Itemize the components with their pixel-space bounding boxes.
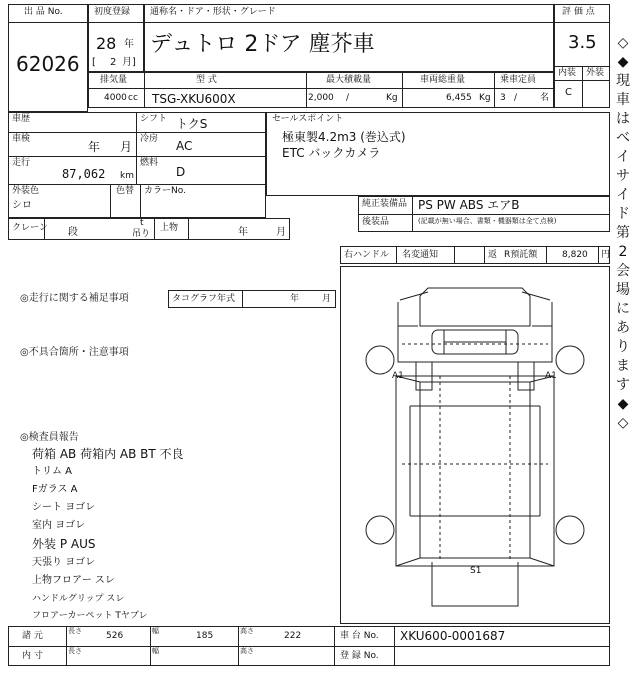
- fuel-label: 燃料: [140, 158, 159, 168]
- tachograph-label: タコグラフ年式: [172, 294, 236, 304]
- total-weight-unit: Kg: [479, 93, 491, 103]
- mileage-unit: km: [120, 171, 134, 181]
- tachograph-month-unit: 月: [322, 294, 332, 304]
- sales-point-line-2: ETC バックカメラ: [282, 146, 381, 160]
- drive-side: 右ハンドル: [344, 250, 390, 260]
- shift-value: トクS: [176, 117, 208, 131]
- height-label: 高さ: [240, 627, 254, 635]
- sales-point-line-1: 極東製4.2m3 (巻込式): [282, 130, 406, 144]
- tachograph-year-unit: 年: [290, 294, 300, 304]
- crane-label: クレーン: [12, 223, 48, 233]
- aftermarket-label: 後装品: [362, 217, 390, 227]
- capacity-label: 乗車定員: [500, 75, 537, 85]
- capacity-unit: 名: [540, 93, 550, 103]
- interior-grade-value: C: [565, 87, 572, 98]
- displacement-unit: cc: [128, 93, 138, 103]
- registration-year-unit: 年: [124, 39, 134, 50]
- mileage-label: 走行: [12, 158, 31, 168]
- exterior-color-value: シロ: [12, 200, 32, 211]
- total-weight-value: 6,455: [446, 93, 472, 103]
- inspector-line-7: 天張り ヨゴレ: [32, 557, 96, 568]
- model-name-label: 通称名・ドア・形状・グレード: [150, 7, 276, 17]
- history-label: 車歴: [12, 114, 31, 124]
- length-value: 526: [106, 631, 124, 641]
- shift-label: シフト: [140, 114, 168, 124]
- equipment-label: 純正装備品: [362, 199, 408, 209]
- inspector-line-3: Fガラス A: [32, 484, 78, 495]
- registration-month-close: 月]: [122, 57, 136, 68]
- registration-year: 28: [96, 34, 117, 53]
- max-load-separator: /: [346, 93, 350, 103]
- max-load-value: 2,000: [308, 93, 334, 103]
- fuel-value: D: [176, 165, 186, 179]
- max-load-unit: Kg: [386, 93, 398, 103]
- crane-ton-unit: t: [140, 218, 144, 228]
- name-change-label: 名変通知: [402, 250, 439, 260]
- color-number-label: カラーNo.: [144, 186, 186, 196]
- interior-grade-label: 内装: [558, 68, 577, 78]
- score-label: 評 価 点: [562, 7, 595, 17]
- inspector-line-8: 上物フロアー スレ: [32, 575, 115, 586]
- recycle-unit: 円: [601, 250, 611, 260]
- crane-lift-unit: 吊り: [132, 229, 151, 239]
- refund-label: 返: [488, 250, 498, 260]
- color-change-label: 色替: [116, 186, 135, 196]
- damage-mark-left: A1: [392, 371, 404, 381]
- max-load-label: 最大積載量: [326, 75, 372, 85]
- inspector-line-2: トリム A: [32, 466, 73, 477]
- model-name-value: デュトロ 2ドア 塵芥車: [150, 32, 375, 57]
- first-registration-label: 初度登録: [94, 7, 131, 17]
- model-type-value: TSG-XKU600X: [152, 92, 236, 106]
- upper-month-unit: 月: [276, 227, 286, 238]
- model-type-label: 型 式: [196, 75, 217, 85]
- capacity-value: 3: [500, 93, 506, 103]
- registration-month: 2: [110, 57, 117, 68]
- length-label: 長さ: [68, 627, 82, 635]
- details-grid: [8, 112, 266, 218]
- inspector-report-heading: ◎検査員報告: [20, 432, 79, 443]
- ac-label: 冷房: [140, 134, 159, 144]
- equipment-value: PS PW ABS エアB: [418, 198, 520, 212]
- score-value: 3.5: [568, 32, 597, 53]
- mileage-value: 87,062: [62, 167, 106, 181]
- inspector-line-4: シート ヨゴレ: [32, 502, 96, 513]
- chassis-label: 車 台 No.: [340, 631, 379, 641]
- inspection-month-unit: 月: [120, 140, 133, 154]
- recycle-label: R預託額: [504, 250, 538, 260]
- lot-number-value: 62026: [16, 52, 80, 76]
- registration-month-open: [: [92, 57, 96, 68]
- length2-label: 長さ: [68, 647, 82, 655]
- ac-value: AC: [176, 139, 193, 153]
- exterior-color-label: 外装色: [12, 186, 40, 196]
- width-label: 幅: [152, 627, 159, 635]
- aftermarket-note: (記載が無い場合、書類・機器類は全て点検): [418, 217, 557, 225]
- exterior-grade-label: 外装: [586, 68, 605, 78]
- inspector-line-6: 外装 P AUS: [32, 537, 96, 551]
- width2-label: 幅: [152, 647, 159, 655]
- displacement-label: 排気量: [100, 75, 128, 85]
- damage-mark-bottom: S1: [470, 566, 482, 576]
- inspection-year-unit: 年: [88, 140, 101, 154]
- upper-body-label: 上物: [160, 223, 179, 233]
- inspector-line-1: 荷箱 AB 荷箱内 AB BT 不良: [32, 447, 184, 461]
- lot-number-label: 出 品 No.: [24, 7, 63, 17]
- total-weight-label: 車両総重量: [420, 75, 466, 85]
- inspector-line-10: フロアーカーペット Tヤブレ: [32, 611, 148, 621]
- upper-year-unit: 年: [238, 227, 248, 238]
- inspector-line-5: 室内 ヨゴレ: [32, 520, 86, 531]
- interior-dims-label: 内 寸: [22, 651, 43, 661]
- width-value: 185: [196, 631, 214, 641]
- defect-notes-heading: ◎不具合箇所・注意事項: [20, 347, 129, 358]
- driving-notes-heading: ◎走行に関する補足事項: [20, 293, 129, 304]
- specs-label: 諸 元: [22, 631, 43, 641]
- crane-stage-unit: 段: [68, 227, 78, 238]
- inspection-label: 車検: [12, 134, 31, 144]
- capacity-separator: /: [514, 93, 518, 103]
- displacement-value: 4000: [104, 93, 127, 103]
- damage-mark-right: A1: [545, 371, 557, 381]
- venue-banner: ◇◆ 現車はベイサイド第2会場にあります ◆◇: [616, 35, 630, 431]
- recycle-value: 8,820: [562, 250, 588, 260]
- height2-label: 高さ: [240, 647, 254, 655]
- chassis-value: XKU600-0001687: [400, 629, 506, 643]
- registration-label: 登 録 No.: [340, 651, 379, 661]
- inspector-line-9: ハンドルグリップ スレ: [32, 594, 125, 604]
- height-value: 222: [284, 631, 302, 641]
- sales-point-label: セールスポイント: [272, 114, 344, 124]
